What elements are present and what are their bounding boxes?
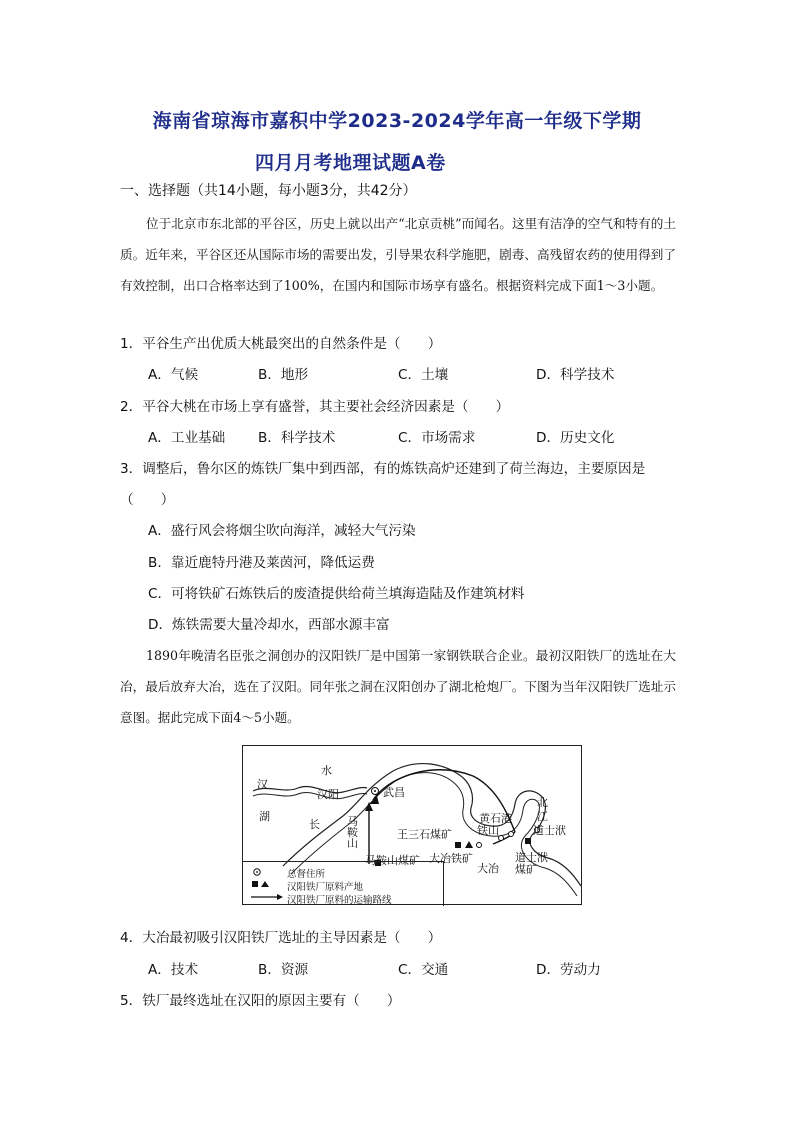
label-maanshan-mine: 马鞍山煤矿 (365, 854, 420, 867)
question-5: 5．铁厂最终选址在汉阳的原因主要有（ ） (120, 993, 401, 1009)
label-tieshan: 铁山 (477, 824, 499, 837)
q1-option-d[interactable]: D．科学技术 (536, 367, 615, 383)
hanyang-ironworks-map (242, 745, 582, 905)
q4-option-c[interactable]: C．交通 (398, 962, 449, 978)
legend-residence: 总督住所 (287, 869, 326, 880)
map-legend (243, 861, 444, 906)
q2-option-d[interactable]: D．历史文化 (536, 430, 615, 446)
label-maanshan: 马 鞍 山 (347, 815, 358, 850)
label-han: 汉 (257, 778, 268, 791)
q1-option-b[interactable]: B．地形 (258, 367, 309, 383)
han-river (253, 786, 367, 792)
label-daoshifu: 道士洑 (533, 824, 566, 837)
section-heading: 一、选择题（共14小题，每小题3分，共42分） (120, 183, 417, 199)
label-chang: 长 (309, 818, 320, 831)
question-3-paren: （ ） (120, 492, 175, 508)
q4-option-a[interactable]: A．技术 (148, 962, 199, 978)
q3-option-a[interactable]: A．盛行风会将烟尘吹向海洋，减轻大气污染 (148, 523, 416, 539)
label-hanyang: 汉阳 (317, 788, 339, 801)
q1-option-c[interactable]: C．土壤 (398, 367, 449, 383)
q2-option-a[interactable]: A．工业基础 (148, 430, 226, 446)
passage-pinggu: 位于北京市东北部的平谷区，历史上就以出产“北京贡桃”而闻名。这里有洁净的空气和特有的土质。近年来，平谷区还从国际市场的需要出发，引导果农科学施肥，剧毒、高残留农药的使用得到了有效控制，出口合格率达到了100%，在国内和国际市场享有盛名。根据资料完成下面1～3小题。 (120, 216, 676, 293)
legend-raw-material: 汉阳铁厂原料产地 (287, 882, 364, 893)
question-1: 1．平谷生产出优质大桃最突出的自然条件是（ ） (120, 336, 442, 352)
label-wuchang: 武昌 (383, 786, 405, 799)
q3-option-b[interactable]: B．靠近鹿特丹港及莱茵河，降低运费 (148, 555, 375, 571)
label-daye-iron-mine: 大冶铁矿 (429, 852, 473, 865)
q3-option-d[interactable]: D．炼铁需要大量冷却水，西部水源丰富 (148, 617, 390, 633)
label-huangshigang: 黄石港 (479, 812, 512, 825)
question-3: 3．调整后，鲁尔区的炼铁厂集中到西部，有的炼铁高炉还建到了荷兰海边，主要原因是 (120, 461, 646, 477)
q1-option-a[interactable]: A．气候 (148, 367, 199, 383)
q2-option-b[interactable]: B．科学技术 (258, 430, 336, 446)
q3-option-c[interactable]: C．可将铁矿石炼铁后的废渣提供给荷兰填海造陆及作建筑材料 (148, 586, 525, 602)
label-wangsanshi-mine: 王三石煤矿 (397, 828, 452, 841)
label-hu: 湖 (259, 810, 270, 823)
legend-transport-route: 汉阳铁厂原料的运输路线 (287, 895, 392, 906)
exam-title-line1: 海南省琼海市嘉积中学2023-2024学年高一年级下学期 (152, 110, 642, 132)
label-daoshifu-coal: 道士洑 煤矿 (515, 851, 548, 876)
q4-option-b[interactable]: B．资源 (258, 962, 309, 978)
label-bei: 北 (537, 796, 548, 809)
question-2: 2．平谷大桃在市场上享有盛誉，其主要社会经济因素是（ ） (120, 399, 510, 415)
q4-option-d[interactable]: D．劳动力 (536, 962, 601, 978)
exam-title-line2: 四月月考地理试题A卷 (255, 152, 446, 174)
label-shui: 水 (321, 764, 332, 777)
label-jiang: 江 (537, 810, 548, 823)
label-daye: 大冶 (477, 862, 499, 875)
passage-hanyang: 1890年晚清名臣张之洞创办的汉阳铁厂是中国第一家钢铁联合企业。最初汉阳铁厂的选址在大冶，最后放弃大冶，选在了汉阳。同年张之洞在汉阳创办了湖北枪炮厂。下图为当年汉阳铁厂选址示意图。据此完成下面4～5小题。 (120, 648, 676, 725)
question-4: 4．大冶最初吸引汉阳铁厂选址的主导因素是（ ） (120, 930, 442, 946)
q2-option-c[interactable]: C．市场需求 (398, 430, 476, 446)
